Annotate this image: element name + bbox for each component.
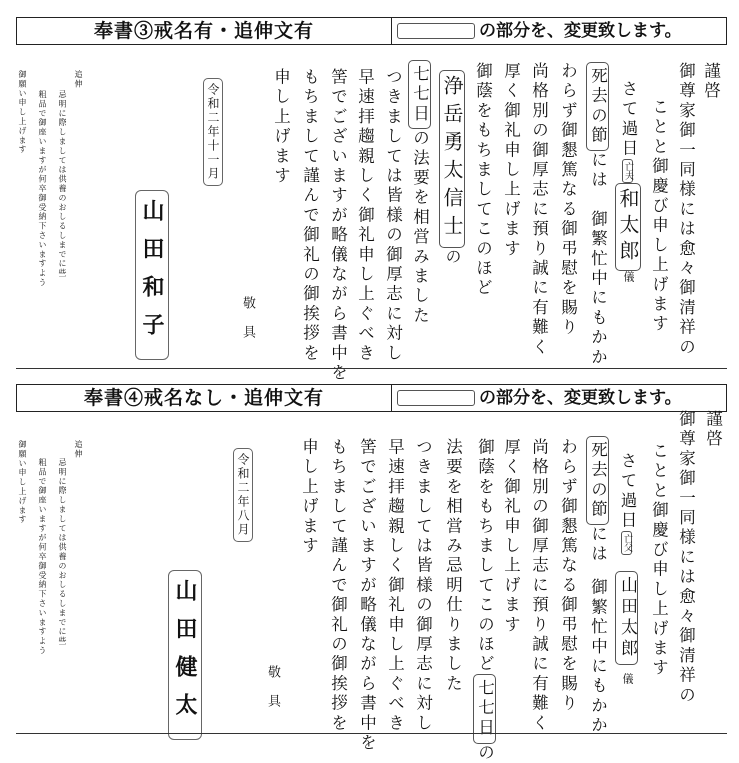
hoyo-suffix: の bbox=[475, 743, 495, 763]
keigu: 敬具 bbox=[265, 665, 280, 723]
body-line-12: 早速拝趨親しく御礼申し上ぐべき bbox=[355, 68, 375, 364]
letter-date: 令和二年八月 bbox=[236, 453, 250, 537]
bottom-divider bbox=[16, 733, 727, 734]
section-3-header bbox=[16, 17, 727, 45]
body-line-6: 尚格別の御厚志に預り誠に有難く bbox=[529, 62, 549, 358]
body-line-3 bbox=[615, 80, 641, 285]
sender-box[interactable] bbox=[168, 570, 202, 740]
body-line-14: もちまして謹んで御礼の御挨拶を bbox=[300, 68, 320, 364]
hoyo-name[interactable]: 七七日 bbox=[473, 674, 496, 743]
kaimyo-line bbox=[439, 70, 465, 267]
body-line-14: 申し上げます bbox=[299, 438, 319, 557]
body-line-15: 申し上げます bbox=[271, 68, 291, 187]
body-line-1: 御尊家御一同様には愈々御清祥の bbox=[676, 410, 696, 706]
honorific-gi: 儀 bbox=[621, 672, 634, 688]
section-4-header bbox=[16, 384, 727, 412]
body-line-5: わらず御懇篤なる御弔慰を賜り bbox=[558, 438, 578, 714]
honorific-gi: 儀 bbox=[622, 270, 635, 286]
body-line-4 bbox=[586, 62, 609, 368]
body-line-2: ことと御慶び申し上げます bbox=[649, 98, 669, 335]
body-line-10 bbox=[408, 60, 431, 326]
body-line-3 bbox=[615, 452, 638, 687]
kinkei: 謹啓 bbox=[701, 62, 721, 102]
body-line-13: もちまして謹んで御礼の御挨拶を bbox=[328, 438, 348, 734]
body-line-8: 御蔭をもちましてこのほど bbox=[473, 62, 493, 299]
ps-line-1: 忌明に際しましては供養のおしるしまでに些 bbox=[58, 90, 67, 278]
tsuishin-label: 追伸 bbox=[74, 440, 83, 459]
body-line-4-rest: には 御繁忙中にもかか bbox=[588, 150, 608, 368]
relation-label[interactable]: 亡父 bbox=[621, 531, 632, 555]
body-line-8-text: 御蔭をもちましてこのほど bbox=[475, 438, 495, 675]
body-line-11: つきましては皆様の御厚志に対し bbox=[383, 68, 403, 364]
body-line-7: 厚く御礼申し上げます bbox=[501, 438, 521, 635]
hoyo-name[interactable]: 七七日 bbox=[408, 60, 431, 129]
body-line-10: つきましては皆様の御厚志に対し bbox=[413, 438, 433, 734]
section-divider bbox=[16, 368, 727, 369]
keigu: 敬具 bbox=[240, 296, 255, 354]
sender-name: 山田和子 bbox=[139, 199, 165, 351]
body-line-9: 法要を相営み忌明仕りました bbox=[443, 438, 463, 695]
kaimyo-suffix: の bbox=[443, 248, 462, 268]
body-line-13: 筈でございますが略儀ながら書中を bbox=[328, 68, 348, 384]
letter-date: 令和二年十一月 bbox=[206, 83, 220, 181]
date-box[interactable] bbox=[233, 448, 253, 542]
tsuishin-label: 追伸 bbox=[74, 70, 83, 89]
deceased-name[interactable]: 和太郎 bbox=[615, 183, 641, 271]
section-3-title: 奉書③戒名有・追伸文有 bbox=[17, 18, 392, 44]
body-line-3-pre: さて過日 bbox=[618, 452, 637, 531]
kaimyo[interactable]: 浄岳勇太信士 bbox=[439, 70, 465, 248]
editable-area-sample bbox=[397, 390, 475, 406]
body-line-3-pre: さて過日 bbox=[619, 80, 638, 159]
body-line-1: 御尊家御一同様には愈々御清祥の bbox=[676, 62, 696, 358]
editable-area-sample bbox=[397, 23, 475, 39]
section-4-title: 奉書④戒名なし・追伸文有 bbox=[17, 385, 392, 411]
death-notice-tag[interactable]: 死去の節 bbox=[586, 62, 609, 151]
relation-label[interactable]: 亡夫 bbox=[622, 159, 633, 183]
kinkei: 謹啓 bbox=[703, 410, 723, 450]
body-line-6: 尚格別の御厚志に預り誠に有難く bbox=[529, 438, 549, 734]
deceased-name[interactable]: 山田太郎 bbox=[615, 571, 638, 665]
body-line-12: 筈でございますが略儀ながら書中を bbox=[357, 438, 377, 754]
body-line-4 bbox=[586, 436, 609, 736]
section-3-note: の部分を、変更致します。 bbox=[479, 21, 682, 41]
ps-line-2: 粗品で御座いますが何卒御受納下さいますよう bbox=[38, 90, 47, 288]
death-notice-tag[interactable]: 死去の節 bbox=[586, 436, 609, 525]
body-line-10-rest: の法要を相営みました bbox=[410, 129, 430, 327]
sender-box[interactable] bbox=[135, 190, 169, 360]
ps-line-3: 御願い申し上げます bbox=[18, 440, 27, 525]
body-line-7: 厚く御礼申し上げます bbox=[501, 62, 521, 259]
ps-line-3: 御願い申し上げます bbox=[18, 70, 27, 155]
sender-name: 山田健太 bbox=[172, 579, 198, 731]
body-line-2: ことと御慶び申し上げます bbox=[649, 442, 669, 679]
body-line-4-rest: には bbox=[588, 524, 608, 565]
ps-line-1: 忌明に際しましては供養のおしるしまでに些 bbox=[58, 458, 67, 646]
ps-line-2: 粗品で御座いますが何卒御受納下さいますよう bbox=[38, 458, 47, 656]
body-line-8 bbox=[473, 438, 496, 763]
body-line-4-tail: 御繁忙中にもかか bbox=[588, 578, 608, 736]
section-hosho-4 bbox=[0, 370, 739, 763]
body-line-11: 早速拝趨親しく御礼申し上ぐべき bbox=[385, 438, 405, 734]
section-4-note: の部分を、変更致します。 bbox=[479, 388, 682, 408]
body-line-5: わらず御懇篤なる御弔慰を賜り bbox=[558, 62, 578, 338]
date-box[interactable] bbox=[203, 78, 223, 186]
